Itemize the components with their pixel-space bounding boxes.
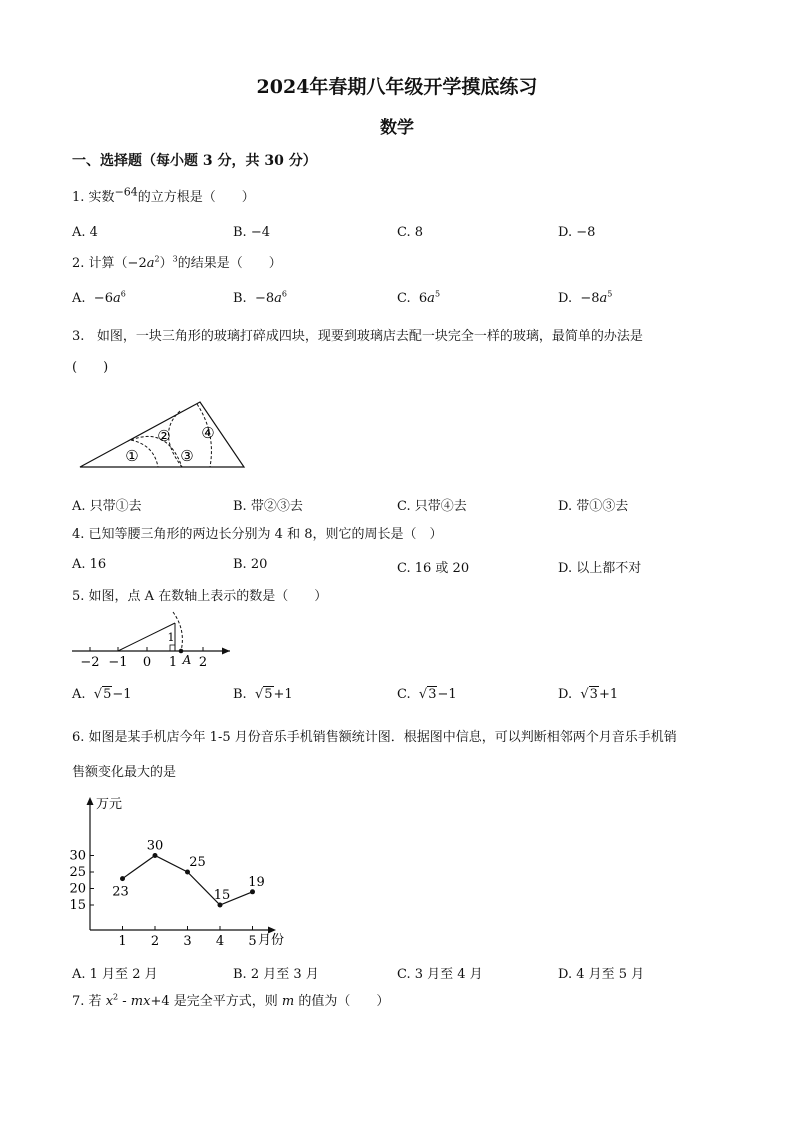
question-text: 如图是某手机店今年 1-5 月份音乐手机销售额统计图．根据图中信息，可以判断相邻两个月音乐手机销 <box>88 730 677 745</box>
x-tick-label: 3 <box>183 934 192 949</box>
option-b <box>233 687 293 702</box>
tick-label: 0 <box>142 655 152 670</box>
option-b: B. −4 <box>233 225 270 240</box>
math-exp: 3 <box>172 254 178 264</box>
question-number: 4. <box>72 527 85 542</box>
page-title: 2024年春期八年级开学摸底练习 <box>256 76 538 98</box>
question-paren: ( ) <box>72 360 109 375</box>
axis-arrow <box>222 648 230 655</box>
data-point <box>153 853 158 858</box>
question-text: 已知等腰三角形的两边长分别为 4 和 8，则它的周长是（ ） <box>88 527 443 542</box>
data-label: 19 <box>248 874 265 890</box>
option-c <box>397 687 457 702</box>
option-exp: 6 <box>120 289 126 299</box>
math-var: m <box>281 994 295 1009</box>
option-coef: −8 <box>580 291 600 306</box>
option-var: a <box>274 291 282 306</box>
option-d: D. 以上都不对 <box>558 561 642 576</box>
piece-label-1: ① <box>125 447 139 465</box>
option-label: C. <box>397 687 411 702</box>
option-c: C. 只带④去 <box>397 499 467 514</box>
option-a <box>72 687 132 702</box>
option-rest: −1 <box>112 687 132 702</box>
question-text: - <box>118 994 131 1009</box>
y-axis-arrow <box>87 797 94 805</box>
question-number: 6. <box>72 730 85 745</box>
point-label: A <box>182 653 192 667</box>
question-5 <box>72 588 327 606</box>
sqrt-symbol: √3 <box>418 687 437 702</box>
question-7 <box>72 993 389 1011</box>
option-rest: +1 <box>273 687 293 702</box>
option-coef: −8 <box>254 291 275 306</box>
data-point <box>250 889 255 894</box>
option-d <box>558 687 618 702</box>
tick-label: −1 <box>108 655 128 670</box>
question-number: 2. <box>72 256 85 271</box>
sales-line-chart <box>66 793 306 953</box>
tick-label: −2 <box>80 655 100 670</box>
data-point <box>218 903 223 908</box>
option-label: D. <box>558 687 573 702</box>
option-rest: −1 <box>437 687 457 702</box>
question-number: 7. <box>72 994 85 1009</box>
section-heading: 一、选择题（每小题 3 分，共 30 分） <box>72 153 317 169</box>
question-number: 3. <box>72 329 85 344</box>
data-label: 15 <box>213 888 231 903</box>
option-b: B. 2 月至 3 月 <box>233 967 319 982</box>
x-tick-label: 4 <box>215 934 225 949</box>
data-label: 30 <box>146 838 164 854</box>
triangle-figure <box>74 398 252 472</box>
y-tick-label: 30 <box>69 848 86 864</box>
option-exp: 6 <box>281 289 287 299</box>
right-angle-mark <box>170 645 175 651</box>
sqrt-symbol: √5 <box>93 687 112 702</box>
y-tick-label: 25 <box>69 865 86 880</box>
option-b <box>233 291 287 306</box>
math-var: mx <box>130 994 151 1009</box>
option-a: A. 只带①去 <box>72 499 142 514</box>
tick-label: 1 <box>168 655 178 670</box>
math-var: a <box>146 256 155 271</box>
question-text: 实数 <box>88 190 115 205</box>
piece-label-2: ② <box>157 427 171 445</box>
option-a: A. 1 月至 2 月 <box>72 967 158 982</box>
piece-label-4: ④ <box>201 424 215 442</box>
option-coef: −6 <box>93 291 113 306</box>
question-text: 如图，点 A 在数轴上表示的数是（ ） <box>88 589 328 604</box>
data-point <box>120 876 125 881</box>
option-c <box>397 291 440 306</box>
option-c: C. 3 月至 4 月 <box>397 967 483 982</box>
math-exp: 2 <box>113 992 119 1002</box>
option-label: A. <box>72 291 86 306</box>
question-text: 如图，一块三角形的玻璃打碎成四块，现要到玻璃店去配一块完全一样的玻璃，最简单的办法是 <box>96 329 643 344</box>
math-var: x <box>105 994 114 1009</box>
y-tick-label: 20 <box>69 881 86 897</box>
question-text: 的值为（ ） <box>294 994 390 1009</box>
option-c: C. 8 <box>397 225 424 240</box>
y-tick-label: 15 <box>69 898 86 913</box>
hypotenuse <box>118 623 175 651</box>
option-a: A. 16 <box>72 557 107 572</box>
sqrt-symbol: √3 <box>580 687 598 702</box>
y-axis-label: 万元 <box>96 797 123 812</box>
math-value: −64 <box>114 185 138 199</box>
data-label: 23 <box>112 884 129 900</box>
unit-label: 1 <box>167 631 175 644</box>
question-text: +4 是完全平方式，则 <box>150 994 282 1009</box>
x-axis-label: 月份 <box>258 933 285 948</box>
data-point <box>185 870 190 875</box>
radicand: 3 <box>589 687 598 702</box>
radicand: 5 <box>103 687 112 702</box>
option-d: D. 带①③去 <box>558 499 629 514</box>
question-text: 若 <box>88 994 106 1009</box>
question-4 <box>72 526 443 544</box>
x-tick-label: 5 <box>248 934 257 949</box>
radicand: 3 <box>428 687 437 702</box>
option-a: A. 4 <box>72 225 98 240</box>
question-text: 计算（−2 <box>88 256 147 271</box>
option-label: D. <box>558 291 573 306</box>
piece-label-3: ③ <box>180 447 194 465</box>
data-label: 25 <box>189 855 206 870</box>
option-var: a <box>112 291 121 306</box>
option-d: D. −8 <box>558 225 596 240</box>
subject-title: 数学 <box>380 118 414 138</box>
question-text: 的结果是（ ） <box>177 256 282 271</box>
option-a <box>72 291 126 306</box>
question-text: 的立方根是（ ） <box>137 190 255 205</box>
question-number: 5. <box>72 589 85 604</box>
option-label: B. <box>233 687 247 702</box>
option-d <box>558 291 612 306</box>
number-line-figure <box>70 610 240 672</box>
option-label: C. <box>397 291 411 306</box>
question-number: 1. <box>72 190 85 205</box>
question-6-line2: 售额变化最大的是 <box>72 765 177 780</box>
x-tick-label: 2 <box>150 934 160 949</box>
option-rest: +1 <box>598 687 619 702</box>
question-6 <box>72 729 752 747</box>
option-exp: 5 <box>434 289 441 299</box>
sqrt-symbol: √5 <box>254 687 273 702</box>
option-var: a <box>599 291 608 306</box>
option-coef: 6 <box>418 291 428 306</box>
question-2 <box>72 255 282 273</box>
tick-label: 2 <box>198 655 208 670</box>
radicand: 5 <box>264 687 273 702</box>
series-line <box>123 856 253 906</box>
option-b: B. 带②③去 <box>233 499 303 514</box>
x-tick-label: 1 <box>118 934 127 949</box>
option-c: C. 16 或 20 <box>397 561 470 576</box>
option-var: a <box>427 291 435 306</box>
option-label: B. <box>233 291 247 306</box>
option-b: B. 20 <box>233 557 268 572</box>
option-exp: 5 <box>607 289 613 299</box>
question-1 <box>72 185 255 207</box>
math-exp: 2 <box>154 254 160 264</box>
question-3 <box>72 328 732 346</box>
option-label: A. <box>72 687 86 702</box>
option-d: D. 4 月至 5 月 <box>558 967 645 982</box>
question-text: ） <box>159 256 173 271</box>
